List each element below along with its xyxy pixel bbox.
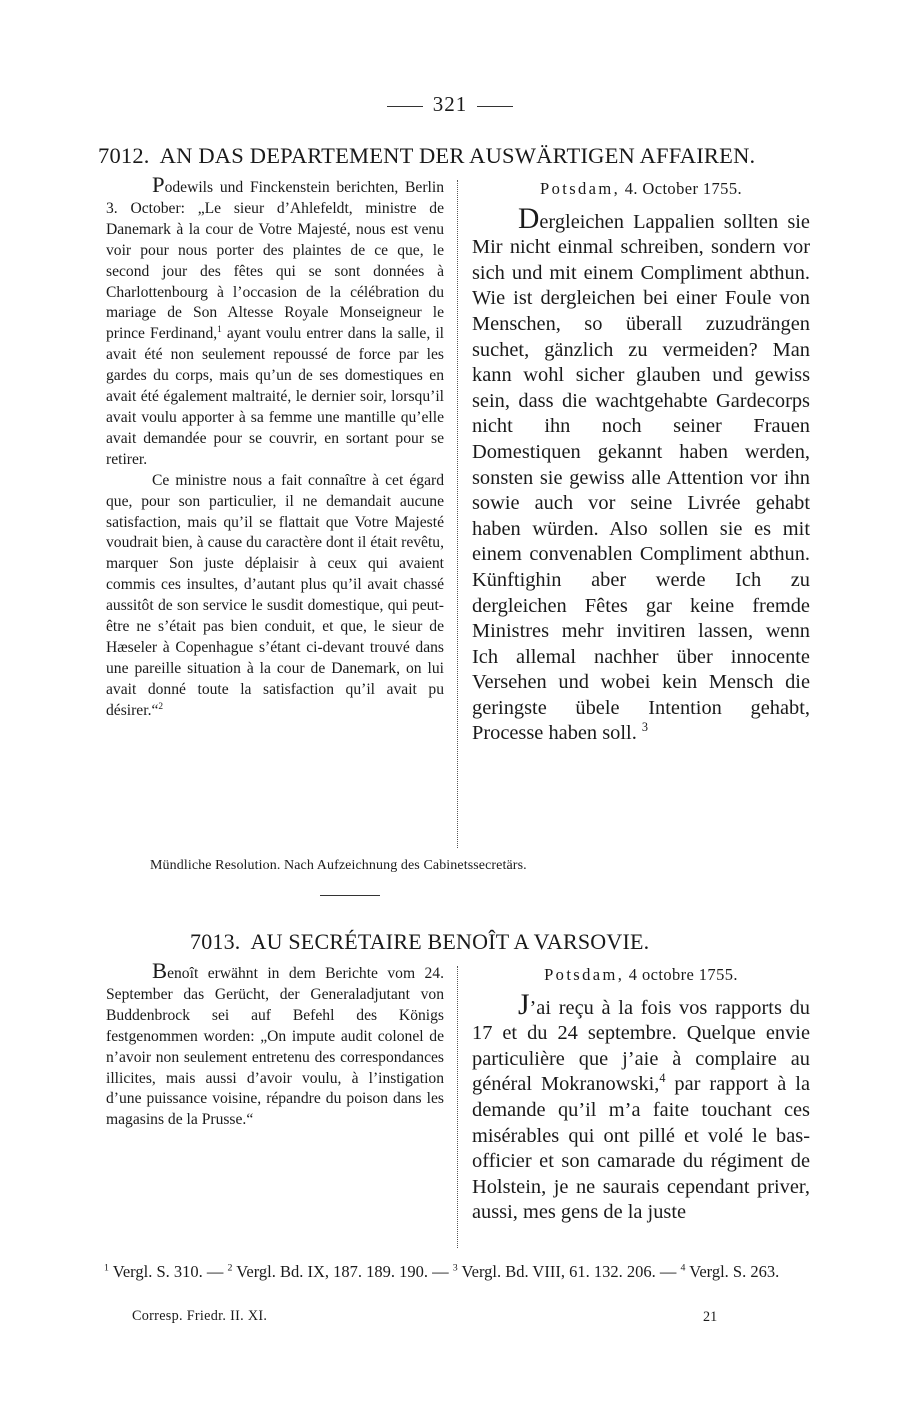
column-divider: [457, 966, 458, 1248]
signature-line: Corresp. Friedr. II. XI.: [132, 1308, 268, 1324]
date-place: Potsdam,: [540, 179, 621, 198]
rule-left: [387, 106, 423, 107]
initial-letter: P: [152, 172, 165, 197]
date-place: Potsdam,: [544, 965, 625, 984]
report-paragraph: [106, 172, 444, 471]
footnotes: [104, 1260, 810, 1284]
report-text: Ce ministre nous a fait connaître à cet égard que, pour son particulier, il ne demandait aucune satisfaction, mais qu’il se flattait que Votre Majesté voudrait bien, à cause du caractère dont il était revêtu, marquer Son juste déplaisir à ceux qui avaient commis ces insultes, d’autant plus qu’il avait chassé aussitôt de son service le susdit domestique, qui peut-être ne s’était pas bien conduit, et que, le sieur de Hæseler à Copenhague s’étant ci-devant trouvé dans une pareille situation à la cour de Danemark, on lui avait donné toute la satisfaction qu’il avait pu désirer.“: [106, 471, 444, 719]
dateline: [472, 962, 810, 988]
letter-text-cont: par rapport à la demande qu’il m’a faite touchant ces misérables qui ont pillé et volé le bas-officier et son camarade du régiment de Holstein, je ne saurais cependant priver, aussi, mes gens de la juste: [472, 1073, 811, 1224]
report-paragraph: [106, 471, 444, 722]
resolution-note: Mündliche Resolution. Nach Aufzeichnung des Cabinetssecretärs.: [150, 858, 527, 873]
footnote-ref: 3: [641, 720, 649, 735]
report-paragraph: [106, 958, 444, 1131]
date-value: 4 octobre 1755.: [628, 965, 738, 984]
letter-text-column: [472, 176, 810, 747]
page-number: 321: [432, 92, 468, 116]
footnote-mark: 3: [452, 1262, 458, 1274]
footnote-text: Vergl. S. 310. —: [112, 1262, 224, 1281]
date-value: 4. October 1755.: [624, 179, 742, 198]
dateline: [472, 176, 810, 202]
letter-text: ergleichen Lappalien sollten sie Mir nicht einmal schreiben, sondern vor sich und mit einem Compliment abthun. Wie ist dergleichen bei einer Foule von Menschen, so überall zuzudrängen suchet, gänzlich zu vermeiden? Man kann wohl sicher glauben und gewiss sein, dass die wachtgehabte Gardecorps nicht ihn noch seiner Frauen Domestiquen gekannt haben werden, sonsten sie gewiss alle Attention vor ihn sowie auch vor seine Livrée gehabt haben würden. Also sollen sie es mit einem convenablen Compliment abthun. Künftighin aber werde Ich zu dergleichen Fêtes gar keine fremde Ministres mehr invitiren lassen, wenn Ich allemal nachher über innocente Versehen und wobei kein Mensch die geringste übele Intention gehabt, Processe haben soll.: [472, 210, 810, 745]
footnote-mark: 2: [227, 1262, 233, 1274]
column-divider: [457, 180, 458, 848]
letter-title: AU SECRÉTAIRE BENOÎT A VARSOVIE.: [250, 929, 650, 954]
initial-letter: B: [152, 958, 168, 983]
footnote-ref: 2: [158, 701, 164, 712]
initial-letter: J: [518, 988, 530, 1021]
letter-number: 7013.: [190, 929, 241, 954]
initial-letter: D: [518, 202, 540, 235]
report-text-cont: ayant voulu entrer dans la salle, il avait été non seulement repoussé de force par les gardes du corps, mais qu’un de ses domestiques en avait été également maltraité, le dernier soir, lorsqu’il avait voulu apporter à sa femme une mantille qu’elle avait demandée pour se couvrir, en sortant pour se retirer.: [106, 325, 444, 468]
footnote-text: Vergl. Bd. VIII, 61. 132. 206. —: [461, 1262, 677, 1281]
rule-right: [477, 106, 513, 107]
report-summary-column: [106, 958, 444, 1131]
letter-heading: [190, 929, 750, 955]
letter-heading: [98, 143, 810, 169]
footnote-text: Vergl. Bd. IX, 187. 189. 190. —: [236, 1262, 449, 1281]
letter-paragraph: [472, 202, 810, 747]
section-separator: [320, 895, 380, 896]
letter-title: AN DAS DEPARTEMENT DER AUSWÄRTIGEN AFFAIREN.: [159, 143, 756, 168]
footnote-text: Vergl. S. 263.: [689, 1262, 780, 1281]
letter-text: ’ai reçu à la fois vos rapports du 17 et du 24 septembre. Quelque envie particulière que j’aie à complaire au général Mokranowski,: [472, 996, 810, 1096]
footnote-mark: 1: [104, 1262, 109, 1274]
page-number-line: [0, 92, 900, 117]
report-text: enoît erwähnt in dem Berichte vom 24. September das Gerücht, der Generaladjutant von Buddenbrock sei auf Befehl des Königs festgenommen worden: „On impute audit colonel de n’avoir non seulement entretenu des correspondances illicites, mais aussi d’avoir voulu, à l’instigation d’une puissance voisine, répandre du poison dans les magasins de la Prusse.“: [106, 965, 444, 1129]
footnote-ref: 4: [659, 1071, 666, 1086]
footnote-mark: 4: [680, 1262, 686, 1274]
letter-number: 7012.: [98, 143, 150, 168]
signature-number: 21: [703, 1309, 718, 1325]
report-text: odewils und Finckenstein berichten, Berlin 3. October: „Le sieur d’Ahlefeldt, ministre de Danemark à la cour de Votre Majesté, nous est venu voir pour nous porter des plaintes de ce que, le second jour des fêtes qui se sont données à Charlottenbourg à l’occasion de la célébration du mariage de Son Altesse Royale Monseigneur le prince Ferdinand,: [106, 179, 444, 343]
letter-text-column: [472, 962, 810, 1226]
report-summary-column: [106, 172, 444, 722]
letter-paragraph: [472, 988, 811, 1226]
footnote-ref: 1: [217, 325, 222, 336]
